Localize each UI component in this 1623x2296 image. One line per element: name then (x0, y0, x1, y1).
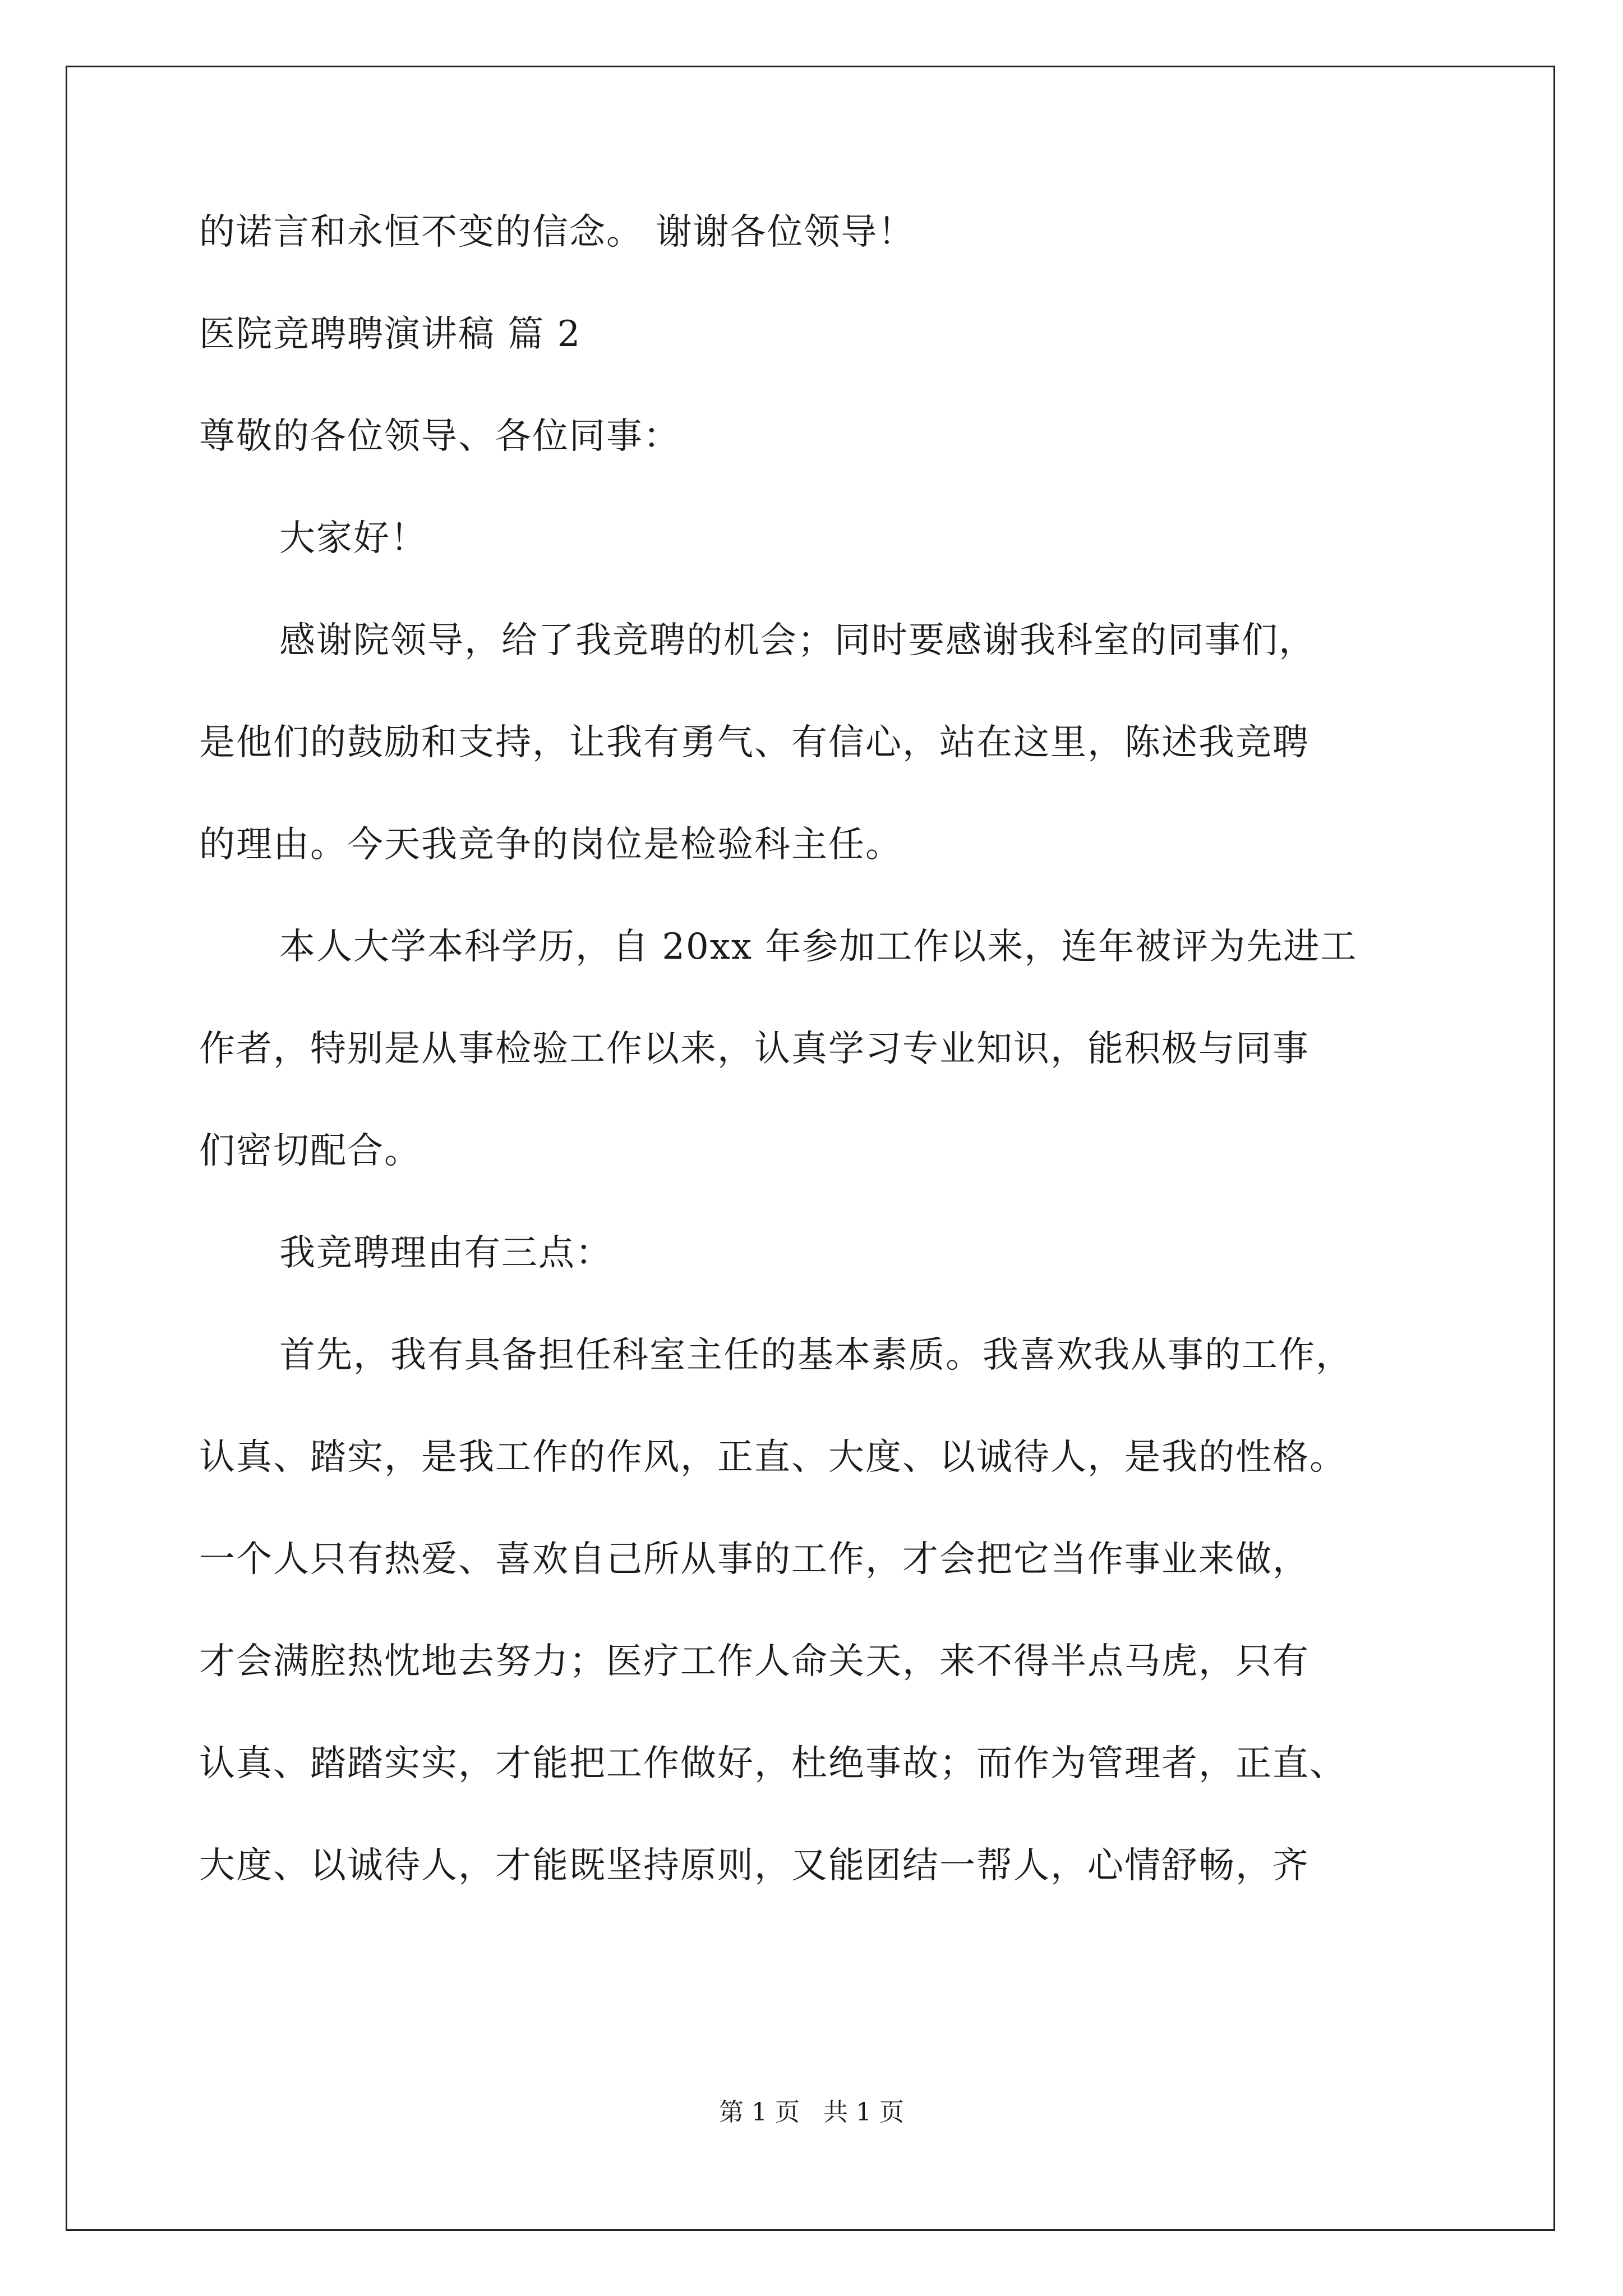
page-total: 共 1 页 (823, 2098, 904, 2127)
paragraph-4-line-3: 一个人只有热爱、喜欢自己所从事的工作，才会把它当作事业来做， (199, 1539, 1310, 1580)
paragraph-3-line-1: 我竞聘理由有三点： (279, 1232, 612, 1274)
paragraph-4-line-2: 认真、踏实，是我工作的作风，正直、大度、以诚待人，是我的性格。 (199, 1437, 1347, 1478)
paragraph-2-line-2: 作者，特别是从事检验工作以来，认真学习专业知识，能积极与同事 (199, 1028, 1310, 1070)
section-heading: 医院竞聘聘演讲稿 篇 2 (199, 314, 582, 355)
paragraph-1-line-3: 的理由。今天我竞争的岗位是检验科主任。 (199, 824, 902, 866)
text-line-1: 的诺言和永恒不变的信念。 谢谢各位领导！ (199, 211, 915, 253)
paragraph-2-line-1: 本人大学本科学历，自 20xx 年参加工作以来，连年被评为先进工 (279, 926, 1358, 968)
paragraph-4-line-4: 才会满腔热忱地去努力；医疗工作人命关天，来不得半点马虎，只有 (199, 1641, 1310, 1682)
paragraph-1-line-1: 感谢院领导，给了我竞聘的机会；同时要感谢我科室的同事们， (279, 620, 1316, 661)
paragraph-2-line-3: 们密切配合。 (199, 1130, 421, 1172)
paragraph-1-line-2: 是他们的鼓励和支持，让我有勇气、有信心，站在这里，陈述我竞聘 (199, 722, 1310, 763)
page-number: 第 1 页 (719, 2098, 800, 2127)
salutation: 尊敬的各位领导、各位同事： (199, 416, 680, 457)
paragraph-4-line-5: 认真、踏踏实实，才能把工作做好，杜绝事故；而作为管理者，正直、 (199, 1743, 1347, 1784)
paragraph-4-line-1: 首先，我有具备担任科室主任的基本素质。我喜欢我从事的工作， (279, 1335, 1353, 1376)
greeting: 大家好！ (279, 518, 427, 559)
paragraph-4-line-6: 大度、以诚待人，才能既坚持原则，又能团结一帮人，心情舒畅，齐 (199, 1845, 1310, 1887)
page-footer (0, 2097, 1623, 2128)
